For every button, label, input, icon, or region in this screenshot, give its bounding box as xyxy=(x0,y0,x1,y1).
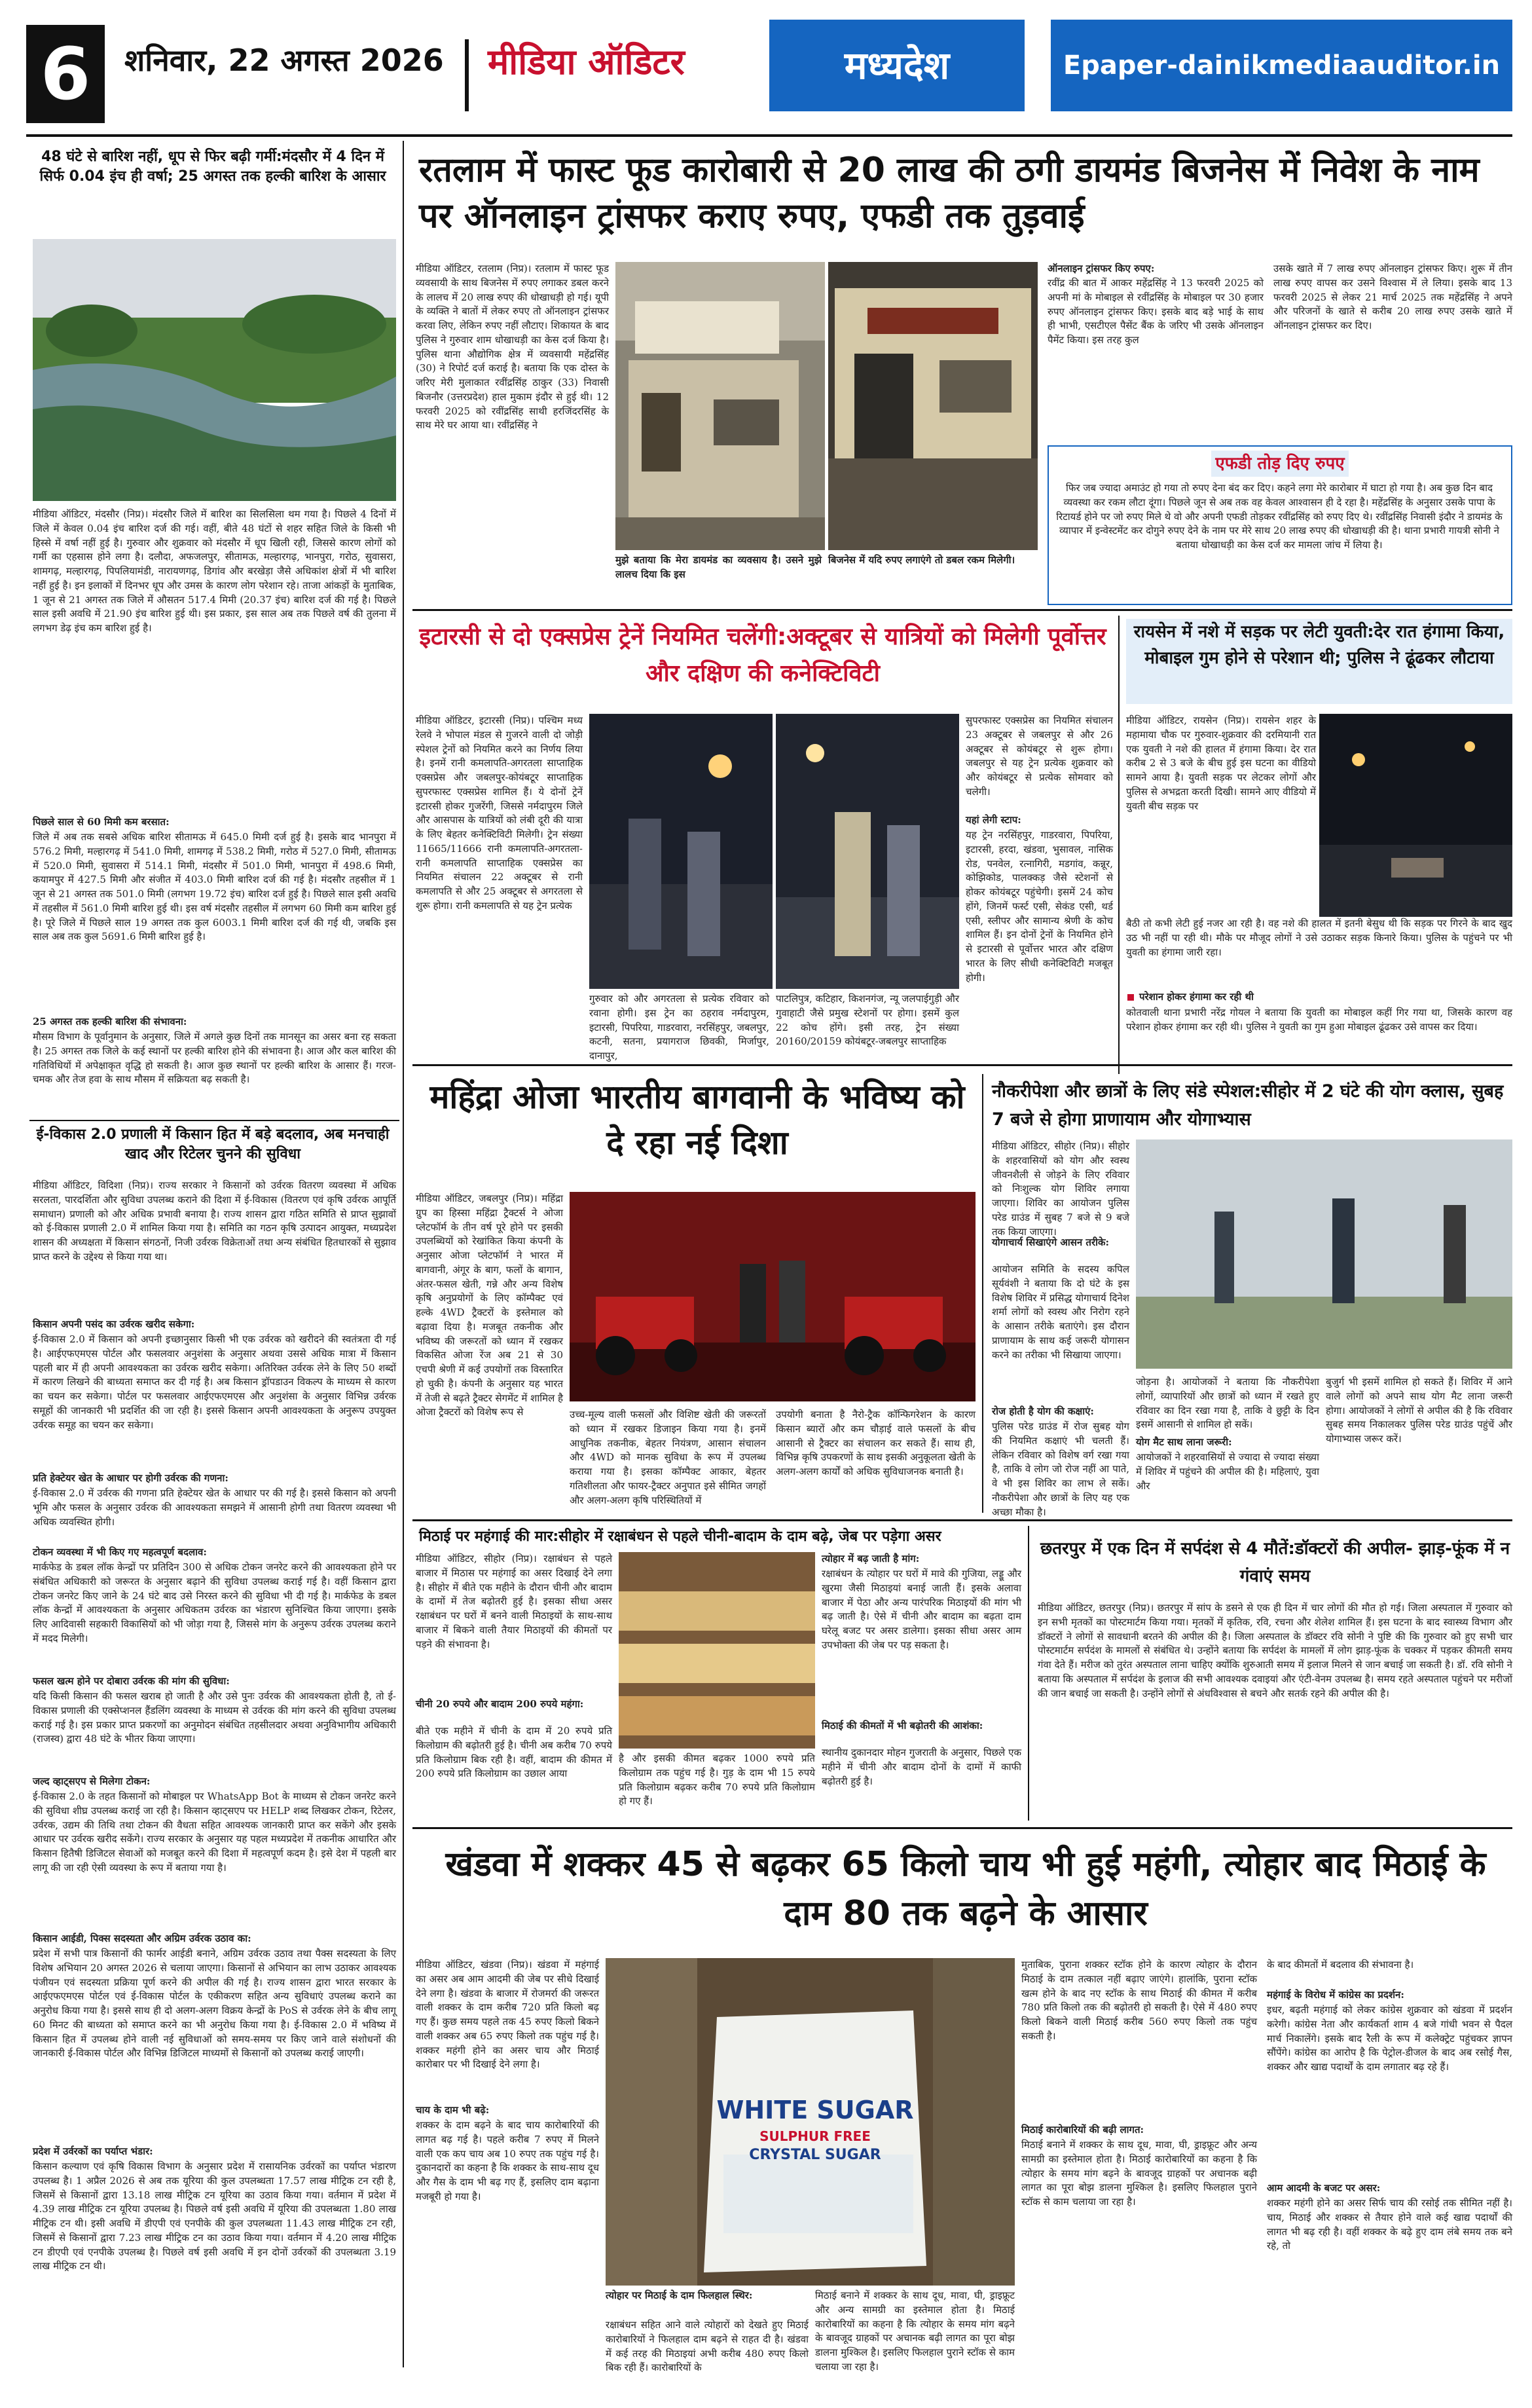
story-rule xyxy=(29,1120,399,1121)
yoga-photo xyxy=(1136,1139,1512,1369)
sweets-cap: है और इसकी कीमत बढ़कर 1000 रुपये प्रति किलोग्राम तक पहुंच गई है। गुड़ के दाम भी 15 रुपये प्रति किलोग्राम बढ़कर करीब 70 रुपये प्रति किलोग्राम हो गए हैं। xyxy=(619,1752,815,1807)
fd-box-text: फिर जब ज्यादा अमाउंट हो गया तो रुपए देना बंद कर दिए। कहने लगा मेरे कारोबार में घाटा हो गया है। अब कुछ दिन बाद व्यवस्था कर रकम लौटा दूंगा। पिछले जून से अब तक वह केवल आश्वासन ही दे रहा है। महेंद्रसिंह के अनुसार उसके पापा के रिटायर्ड होने पर जो रुपए मिले थे वो और अपनी एफडी तोड़कर रवींद्रसिंह को रुपए दिए थे। रवींद्रसिंह निवासी इंदौर ने डायमंड के व्यापार में इन्वेस्टमेंट कर दोगुने रुपए देने के नाम पर मेरे साथ 20 लाख रुपए की धोखाधड़ी की है। थाना प्रभारी गायत्री सोनी ने बताया धोखाधड़ी का केस दर्ज कर मामला जांच में लिया है। xyxy=(1056,482,1503,551)
yoga-col3: बुजुर्ग भी इसमें शामिल हो सकते हैं। शिविर में आने वाले लोगों को अपने साथ योग मैट लाना जरूरी होगा। आयोजकों ने लोगों से अपील की है कि रविवार सुबह समय निकालकर पुलिस परेड ग्राउंड पहुंचें और योगाभ्यास जरूर करें। xyxy=(1326,1376,1512,1445)
yoga-sub2: रोज होती है योग की कक्षाएं: xyxy=(992,1405,1094,1417)
mandsaur-sub2: 25 अगस्त तक हल्की बारिश की संभावना: xyxy=(33,1016,187,1028)
section-rule-3 xyxy=(412,1519,1512,1521)
yoga-col2b: आयोजकों ने शहरवासियों से ज्यादा से ज्यादा संख्या में शिविर में पहुंचने की अपील की है। महिलाएं, युवा और xyxy=(1136,1451,1319,1492)
sweets-col2: रक्षाबंधन के त्योहार पर घरों में मावे की गुजिया, लड्डू और खुरमा जैसी मिठाइयां बनाई जाती हैं। इसके अलावा बाजार में पेठा और अन्य पारंपरिक मिठाइयों की मांग भी बढ़ जाती है। ऐसे में चीनी और बादाम का बढ़ता दाम घरेलू बजट पर असर डालेगा। इसका सीधा असर आम उपभोक्ता की जेब पर पड़ सकता है। xyxy=(822,1568,1021,1651)
police-station-photo xyxy=(615,262,825,550)
fd-box-title: एफडी तोड़ दिए रुपए xyxy=(1211,451,1349,477)
itarsi-col3b: यह ट्रेन नरसिंहपुर, गाडरवारा, पिपरिया, इटारसी, हरदा, खंडवा, भुसावल, नासिक रोड, पनवेल, रत्नागिरी, मडगांव, कन्नूर, कोझिकोड, पालक्कड़ जैसे स्टेशनों से होकर कोयंबटूर पहुंचेगी। इसमें 24 कोच होंगे, जिनमें फर्स्ट एसी, सेकंड एसी, थर्ड एसी, स्लीपर और सामान्य श्रेणी के कोच शामिल हैं। इन दोनों ट्रेनों के नियमित होने से इटारसी से पूर्वोत्तर भारत और दक्षिण भारत के लिए सीधी कनेक्टिविटी मजबूत होगी। xyxy=(966,829,1113,984)
sweets-sub2: त्योहार में बढ़ जाती है मांग: xyxy=(822,1553,920,1565)
evikas-sub3: किसान अपनी पसंद का उर्वरक खरीद सकेगा: xyxy=(33,1318,195,1330)
raisen-col1b: बैठी तो कभी लेटी हुई नजर आ रही है। वह नशे की हालत में इतनी बेसुध थी कि सड़क पर गिरने के बाद खुद उठ भी नहीं पा रही थी। मौके पर मौजूद लोगों ने उसे उठाकर सड़क किनारे किया। पुलिस के पहुंचने पर भी युवती का हंगामा जारी रहा। xyxy=(1126,917,1512,958)
evikas-body5: ई-विकास 2.0 में किसान को अपनी इच्छानुसार किसी भी एक उर्वरक को खरीदने की स्वतंत्रता दी गई है। आईएफएमएस पोर्टल और फसलवार अनुशंसा के अनुसार अथवा उससे अधिक मात्रा में किसान पहली बार में ही अपनी आवश्यकता का उर्वरक खरीद सकेगा। अतिरिक्त उर्वरक लेने के लिए 50 शब्दों में कारण लिखने की बाध्यता समाप्त कर दी गई है। अब किसान ड्रॉपडाउन विकल्प के माध्यम से कारण का चयन कर सकेगा। पोर्टल पर फसलवार आईएफएमएस और अनुशंसा के अनुसार विभिन्न उर्वरक समूहों की जानकारी भी प्रदर्शित की जा रही है। इससे किसान अपनी आवश्यकता के अनुरूप उपयुक्त उर्वरक समूह का चयन कर सकेगा। xyxy=(33,1333,396,1431)
evikas-sub6: फसल खत्म होने पर दोबारा उर्वरक की मांग की सुविधा: xyxy=(33,1675,230,1687)
khandwa-col4c: शक्कर महंगी होने का असर सिर्फ चाय की रसोई तक सीमित नहीं है। चाय, मिठाई और शक्कर से तैयार होने वाले कई खाद्य पदार्थों की लागत भी बढ़ रही है। वहीं शक्कर के बढ़े हुए दाम लंबे समय तक बने रहे, तो xyxy=(1267,2197,1512,2252)
itarsi-cap2: पाटलिपुत्र, कटिहार, किशनगंज, न्यू जलपाईगुड़ी और गुवाहाटी जैसे प्रमुख स्टेशनों पर होगा। इसमें कुल 22 कोच होंगे। इसी तरह, ट्रेन संख्या 20160/20159 कोयंबटूर-जबलपुर साप्ताहिक xyxy=(776,993,959,1048)
mandsaur-body: मीडिया ऑडिटर, मंदसौर (निप्र)। मंदसौर जिले में बारिश का सिलसिला थम गया है। पिछले 4 दिनों में जिले में केवल 0.04 इंच बारिश दर्ज की गई। वहीं, बीते 48 घंटों से शहर सहित जिले के किसी भी हिस्से में वर्षा नहीं हुई है। गुरुवार और शुक्रवार को मंदसौर में धूप खिली रही, जिससे कारण लोगों को गर्मी का एहसास होने लगा है। दलौदा, अफजलपुर, सीतामऊ, मल्हारगढ़, भानपुरा, गरोठ, सुवासरा, शामगढ़, मल्हारगढ़, पिपलियामंडी, नारायणगढ़, डिगांव और बरखेड़ा जैसे अधिकांश क्षेत्रों में भी बारिश नहीं हुई है। इन इलाकों में दिनभर धूप और उमस के कारण लोग परेशान रहे। ताजा आंकड़ों के मुताबिक, 1 जून से 21 अगस्त तक जिले में औसतन 517.4 मिमी (20.37 इंच) बारिश दर्ज की गई है। पिछले साल इसी अवधि में 21.90 इंच बारिश हुई थी। इस प्रकार, इस साल अब तक पिछले वर्ष की तुलना में लगभग डेढ़ इंच कम बारिश हुई है। xyxy=(33,508,396,634)
evikas-sub8: किसान आईडी, पिक्स सदस्यता और अग्रिम उर्वरक उठाव का: xyxy=(33,1933,251,1944)
mahindra-headline: महिंद्रा ओजा भारतीय बागवानी के भविष्य को दे रहा नई दिशा xyxy=(429,1078,965,1162)
khandwa-sub3: महंगाई के विरोध में कांग्रेस का प्रदर्शन: xyxy=(1267,1989,1404,2001)
column-rule-3 xyxy=(982,1074,983,1513)
mandsaur-body3: मौसम विभाग के पूर्वानुमान के अनुसार, जिले में अगले कुछ दिनों तक मानसून का असर बना रह सकता है। 25 अगस्त तक जिले के कई स्थानों पर हल्की बारिश होने की संभावना है। आज और कल बारिश की गतिविधियों में अपेक्षाकृत वृद्धि हो सकती है। आज कुछ स्थानों पर हल्की बारिश के आसार हैं। गरज-चमक और तेज हवा के साथ मौसम में सक्रियता बढ़ सकती है। xyxy=(33,1031,396,1086)
raisen-sub: परेशान होकर हंगामा कर रही थी xyxy=(1139,991,1254,1003)
sugar-sack-sub: SULPHUR FREE xyxy=(759,2128,871,2144)
khandwa-col3b: मिठाई बनाने में शक्कर के साथ दूध, मावा, घी, ड्राइफ्रूट और अन्य सामग्री का इस्तेमाल होता है। मिठाई कारोबारियों का कहना है कि त्योहार के समय मांग बढ़ने के बावजूद ग्राहकों पर अचानक बढ़ी लागत का पूरा बोझ डालना मुश्किल है। इसलिए फिलहाल पुराने स्टॉक से काम चलाया जा रहा है। xyxy=(1021,2139,1257,2208)
section-label: मध्यदेश xyxy=(769,20,1025,111)
itarsi-cap1: गुरुवार को और अगरतला से प्रत्येक रविवार को रवाना होगी। इस ट्रेन का ठहराव नर्मदापुरम, इटारसी, पिपरिया, गाडरवारा, नरसिंहपुर, जबलपुर, कटनी, सतना, प्रयागराज छिवकी, मिर्जापुर, दानापुर, xyxy=(589,993,769,1062)
mandsaur-headline: 48 घंटे से बारिश नहीं, धूप से फिर बढ़ी गर्मी:मंदसौर में 4 दिन में सिर्फ 0.04 इंच ही वर्षा; 25 अगस्त तक हल्की बारिश के आसार xyxy=(39,149,386,185)
section-rule-2 xyxy=(412,1064,1512,1066)
khandwa-headline: खंडवा में शक्कर 45 से बढ़कर 65 किलो चाय भी हुई महंगी, त्योहार बाद मिठाई के दाम 80 तक बढ़ने के आसार xyxy=(445,1845,1486,1934)
yoga-sub3: योग मैट साथ लाना जरूरी: xyxy=(1136,1436,1232,1448)
chhatarpur-body: मीडिया ऑडिटर, छतरपुर (निप्र)। छतरपुर में सांप के डसने से एक ही दिन में चार लोगों की मौत हो गई। जिला अस्पताल में गुरुवार को इन सभी मृतकों का पोस्टमार्टम किया गया। मृतकों में कृतिक, रवि, रचना और शेलेश शामिल हैं। इस घटना के बाद स्वास्थ्य विभाग और डॉक्टरों ने लोगों से सावधानी बरतने की अपील की है। जिला अस्पताल के डॉक्टर रवि सोनी ने पुष्टि की कि गुरुवार को हुए सभी चार पोस्टमार्टम सर्पदंश के मामलों से संबंधित थे। उन्होंने बताया कि सर्पदंश के मामलों में लोग झाड़-फूंक के चक्कर में पड़कर कीमती समय गंवा देते हैं। मरीज को तुरंत अस्पताल लाना चाहिए क्योंकि शुरुआती समय में इलाज मिलने से जान बचाई जा सकती है। डॉ. रवि सोनी ने बताया कि अस्पताल में सर्पदंश के इलाज की सभी आवश्यक दवाइयां और एंटी-वेनम उपलब्ध है। समय रहते अस्पताल पहुंचने पर मरीजों की जान बचाई जा सकती है। उन्होंने लोगों से अंधविश्वास से बचने और सतर्क रहने की अपील की है। xyxy=(1038,1602,1512,1699)
khandwa-col4b: इधर, बढ़ती महंगाई को लेकर कांग्रेस शुक्रवार को खंडवा में प्रदर्शन करेगी। कांग्रेस नेता और कार्यकर्ता शाम 4 बजे गांधी भवन से पैदल मार्च निकालेंगे। इसके बाद रैली के रूप में कलेक्ट्रेट पहुंचकर ज्ञापन सौंपेंगे। कांग्रेस का आरोप है कि पेट्रोल-डीजल के बाद अब रसोई गैस, शक्कर और खाद्य पदार्थों के दाम लगातार बढ़ रहे हैं। xyxy=(1267,2004,1512,2073)
lead-col3-sub: ऑनलाइन ट्रांसफर किए रुपए: xyxy=(1048,263,1155,274)
sugar-sack-sub2: CRYSTAL SUGAR xyxy=(749,2147,881,2163)
khandwa-sub4: आम आदमी के बजट पर असर: xyxy=(1267,2182,1381,2194)
khandwa-cap: रक्षाबंधन सहित आने वाले त्योहारों को देखते हुए मिठाई कारोबारियों ने फिलहाल दाम बढ़ने से राहत दी है। खंडवा में कई तरह की मिठाइयां अभी करीब 480 रुपए किलो बिक रही हैं। कारोबारियों के xyxy=(606,2319,809,2374)
sweets-col1: मीडिया ऑडिटर, सीहोर (निप्र)। रक्षाबंधन से पहले बाजार में मिठास पर महंगाई का असर दिखाई देने लगा है। सीहोर में बीते एक महीने के दौरान चीनी और बादाम के दामों में तेज बढ़ोतरी हुई है। इसका सीधा असर रक्षाबंधन पर घरों में बनने वाली मिठाइयों के साथ-साथ बाजार में बिकने वाली तैयार मिठाइयों की कीमतों पर पड़ने की संभावना है। xyxy=(416,1553,612,1650)
lead-headline: रतलाम में फास्ट फूड कारोबारी से 20 लाख की ठगी डायमंड बिजनेस में निवेश के नाम पर ऑनलाइन ट्रांसफर कराए रुपए, एफडी तक तुड़वाई xyxy=(419,151,1480,236)
yoga-col1b: आयोजन समिति के सदस्य कपिल सूर्यवंशी ने बताया कि दो घंटे के इस विशेष शिविर में प्रसिद्ध योगाचार्य दिनेश शर्मा लोगों को स्वस्थ और निरोग रहने के आसान तरीके बताएंगे। इस दौरान प्राणायाम के साथ कई जरूरी योगासन करने का तरीका भी सिखाया जाएगा। xyxy=(992,1263,1129,1361)
khandwa-sub1: चाय के दाम भी बढ़े: xyxy=(416,2104,490,2116)
mahindra-col1: मीडिया ऑडिटर, जबलपुर (निप्र)। महिंद्रा ग्रुप का हिस्सा महिंद्रा ट्रैक्टर्स ने ओजा प्लेटफॉर्म के तीन वर्ष पूरे होने पर इसकी उपलब्धियों को रेखांकित किया कंपनी के अनुसार ओजा प्लेटफॉर्म ने भारत में बागवानी, अंगूर के बाग, फलों के बागान, अंतर-फसल खेती, गन्ने और अन्य विशेष कृषि अनुप्रयोगों के लिए कॉम्पैक्ट एवं हल्के 4WD ट्रैक्टरों के इस्तेमाल को बढ़ावा दिया है। मजबूत तकनीक और भविष्य की जरूरतों को ध्यान में रखकर विकसित ओजा रेंज अब 21 से 30 एचपी श्रेणी में कई उपयोगों तक विस्तारित हो चुकी है। कंपनी के अनुसार यह भारत में तेजी से बढ़ते ट्रैक्टर सेगमेंट में शामिल है ओजा ट्रैक्टरों को विशेष रूप से xyxy=(416,1193,563,1418)
chhatarpur-headline: छतरपुर में एक दिन में सर्पदंश से 4 मौतें:डॉक्टरों की अपील- झाड़-फूंक में न गंवाएं समय xyxy=(1040,1539,1510,1586)
train-photo-2 xyxy=(776,714,959,989)
evikas-body11: किसान कल्याण एवं कृषि विकास विभाग के अनुसार प्रदेश में रासायनिक उर्वरकों का पर्याप्त भंडारण उपलब्ध है। 1 अप्रैल 2026 से अब तक यूरिया की कुल उपलब्धता 17.57 लाख मीट्रिक टन रही है, जिसमें से किसानों द्वारा 13.18 लाख मीट्रिक टन यूरिया का उठाव किया गया। वर्तमान में प्रदेश में 4.39 लाख मीट्रिक टन यूरिया उपलब्ध है। पिछले वर्ष इसी अवधि में यूरिया की उपलब्धता 1.80 लाख मीट्रिक टन थी। इसी अवधि में डीएपी एवं एनपीके की कुल उपलब्धता 11.43 लाख मीट्रिक टन रही, जिसमें से किसानों द्वारा 7.23 लाख मीट्रिक टन का उठाव किया गया। वर्तमान में 4.20 लाख मीट्रिक टन डीएपी एवं एनपीके उपलब्ध है। पिछले वर्ष इसी अवधि में इन दोनों उर्वरकों की उपलब्धता 3.19 लाख मीट्रिक टन थी। xyxy=(33,2160,396,2272)
khandwa-cap-sub: त्योहार पर मिठाई के दाम फिलहाल स्थिर: xyxy=(606,2289,753,2301)
evikas-body7: मार्कफेड के डबल लॉक केन्द्रों पर प्रतिदिन 300 से अधिक टोकन जनरेट करने की आवश्यकता होने पर संबंधित अधिकारी को जरूरत के अनुसार बढ़ाने की सुविधा उपलब्ध कराई गई है। वहीं किसान द्वारा टोकन जनरेट किए जाने के 24 घंटे बाद उसे निरस्त करने की सुविधा भी दी गई है। मार्कफेड के डबल लॉक केन्द्रों में आवश्यकता के अनुसार अधिकतम उर्वरक का भंडारण सुनिश्चित किया जाएगा। इसके लिए आदिवासी सहकारी विकासियों को भी जोड़ा गया है, जिससे मांग के अनुरूप उर्वरक उपलब्ध कराने में मदद मिलेगी। xyxy=(33,1561,396,1644)
raisen-headline: रायसेन में नशे में सड़क पर लेटी युवती:देर रात हंगामा किया, मोबाइल गुम होने से परेशान थी; पुलिस ने ढूंढकर लौटाया xyxy=(1126,619,1512,704)
column-rule xyxy=(403,141,404,2367)
column-rule-4 xyxy=(1028,1526,1029,1821)
page-number: 6 xyxy=(26,25,105,123)
mahindra-col3: उपयोगी बनाता है नैरो-ट्रैक कॉन्फिगरेशन के कारण किसान ब्यारों और कम चौड़ाई वाले फसलों के बीच आसानी से ट्रैक्टर का संचालन कर सकते हैं। साथ ही, विभिन्न कृषि उपकरणों के साथ इसकी अनुकूलता खेती के अलग-अलग कार्यों को अधिक सुविधाजनक बनाती है। xyxy=(776,1409,976,1477)
bullet-icon xyxy=(1127,994,1134,1001)
evikas-sub7: जल्द व्हाट्सएप से मिलेगा टोकन: xyxy=(33,1775,151,1787)
brand-name: मीडिया ऑडिटर xyxy=(488,41,685,83)
train-photo-1 xyxy=(589,714,773,989)
sugar-sack-label: WHITE SUGAR xyxy=(716,2096,914,2124)
section-rule xyxy=(412,609,1512,611)
section-rule-4 xyxy=(412,1827,1512,1829)
mandsaur-sub1: पिछले साल से 60 मिमी कम बरसात: xyxy=(33,816,170,828)
evikas-body6: ई-विकास 2.0 में उर्वरक की गणना प्रति हेक्टेयर खेत के आधार पर की गई है। इससे किसान को अपनी भूमि और फसल के अनुसार उर्वरक की आवश्यकता समझने में आसानी होगी तथा वितरण व्यवस्था भी अधिक व्यवस्थित होगी। xyxy=(33,1487,396,1528)
khandwa-cap2: मिठाई बनाने में शक्कर के साथ दूध, मावा, घी, ड्राइफ्रूट और अन्य सामग्री का इस्तेमाल होता है। मिठाई कारोबारियों का कहना है कि त्योहार के समय मांग बढ़ने के बावजूद ग्राहकों पर अचानक बढ़ी लागत का पूरा बोझ डालना मुश्किल है। इसलिए फिलहाल पुराने स्टॉक से काम चलाया जा रहा है। xyxy=(815,2289,1015,2373)
masthead xyxy=(0,0,1532,134)
evikas-sub4: प्रति हेक्टेयर खेत के आधार पर होगी उर्वरक की गणना: xyxy=(33,1472,228,1484)
khandwa-col1: मीडिया ऑडिटर, खंडवा (निप्र)। खंडवा में महंगाई का असर अब आम आदमी की जेब पर सीधे दिखाई देने लगा है। खंडवा के बाजार में रोजमर्रा की जरूरत वाली शक्कर के दाम करीब 720 प्रति किलो बढ़ गए हैं। कुछ समय पहले तक 45 रुपए किलो बिकने वाली शक्कर अब 65 रुपए किलो तक पहुंच गई है। शक्कर महंगी होने का असर चाय और मिठाई कारोबार पर भी दिखाई देने लगा है। xyxy=(416,1959,599,2071)
yoga-headline: नौकरीपेशा और छात्रों के लिए संडे स्पेशल:सीहोर में 2 घंटे की योग क्लास, सुबह 7 बजे से होगा प्राणायाम और योगाभ्यास xyxy=(992,1081,1504,1130)
night-street-photo xyxy=(1319,714,1512,917)
sweets-col2b: स्थानीय दुकानदार मोहन गुजराती के अनुसार, पिछले एक महीने में चीनी और बादाम दोनों के दामों में काफी बढ़ोतरी हुई है। xyxy=(822,1747,1021,1787)
issue-date: शनिवार, 22 अगस्त 2026 xyxy=(124,43,444,78)
evikas-body: मीडिया ऑडिटर, विदिशा (निप्र)। राज्य सरकार ने किसानों को उर्वरक वितरण व्यवस्था में अधिक सरलता, पारदर्शिता और सुविधा उपलब्ध कराने की दिशा में ई-विकास (वितरण एवं कृषि उर्वरक आपूर्ति समाधान) प्रणाली को और अधिक प्रभावी बनाया है। राज्य शासन द्वारा गठित समिति से प्राप्त सुझावों को ई-विकास प्रणाली 2.0 में शामिल किया गया है। समिति का गठन कृषि उत्पादन आयुक्त, मध्यप्रदेश शासन की अध्यक्षता में किसान संगठनों, निजी उर्वरक विक्रेताओं तथा अन्य संबंधित हितधारकों से सुझाव प्राप्त करने के उद्देश्य से किया गया था। xyxy=(33,1179,396,1263)
yoga-col1c: पुलिस परेड ग्राउंड में रोज सुबह योग की नियमित कक्षाएं भी चलती हैं। लेकिन रविवार को विशेष वर्ग रखा गया है, ताकि वे लोग जो रोज नहीं आ पाते, वे भी इस शिविर का लाभ ले सकें। नौकरीपेशा और छात्रों के लिए यह एक अच्छा मौका है। xyxy=(992,1420,1129,1518)
sweets-sub3: मिठाई की कीमतों में भी बढ़ोतरी की आशंका: xyxy=(822,1720,983,1732)
sweets-col1b: बीते एक महीने में चीनी के दाम में 20 रुपये प्रति किलोग्राम की बढ़ोतरी हुई है। चीनी अब करीब 70 रुपये प्रति किलोग्राम बिक रही है। वहीं, बादाम की कीमत में 200 रुपये प्रति किलोग्राम का उछाल आया xyxy=(416,1725,612,1780)
lead-col3: रवींद्र की बात में आकर महेंद्रसिंह ने 13 फरवरी 2025 को अपनी मां के मोबाइल से रवींद्रसिंह के मोबाइल पर 30 हजार रुपए ऑनलाइन ट्रांसफर किए। इसके बाद बड़े भाई के साथ ही भाभी, एसटीएल पैसेंट बैंक के जरिए भी उसके ऑनलाइन पैमेंट किया। इस तरह कुल xyxy=(1048,277,1264,346)
mandsaur-body2: जिले में अब तक सबसे अधिक बारिश सीतामऊ में 645.0 मिमी दर्ज हुई है। इसके बाद भानपुरा में 576.2 मिमी, मल्हारगढ़ में 541.0 मिमी, शामगढ़ में 538.2 मिमी, गरोठ में 527.0 मिमी, सीतामऊ में 520.0 मिमी, सुवासरा में 514.1 मिमी, मंदसौर में 501.0 मिमी, भानपुरा में 498.6 मिमी, कयामपुर में 427.5 मिमी और संजीत में 403.0 मिमी बारिश दर्ज की गई है। मंदसौर तहसील में 1 जून से 21 अगस्त तक 501.0 मिमी (लगभग 19.72 इंच) बारिश दर्ज हुई है। पिछले साल इसी अवधि में तहसील में 561.0 मिमी बारिश हुई थी। इस वर्ष मंदसौर तहसील में लगभग 60 मिमी कम बारिश हुई है। पूरे जिले में पिछले साल 19 अगस्त तक कुल 6003.1 मिमी बारिश दर्ज की गई थी, जबकि इस साल अब तक कुल 5691.6 मिमी बारिश हुई है। xyxy=(33,831,396,943)
sweets-sub1: चीनी 20 रुपये और बादाम 200 रुपये महंगा: xyxy=(416,1698,584,1710)
column-rule-2 xyxy=(1118,616,1120,1074)
evikas-body10: प्रदेश में सभी पात्र किसानों की फार्मर आईडी बनाने, अग्रिम उर्वरक उठाव तथा पैक्स सदस्यता के लिए विशेष अभियान 20 अगस्त 2026 से चलाया जाएगा। किसानों से अभियान का लाभ उठाकर आवश्यक पंजीयन एवं सदस्यता प्रक्रिया पूर्ण करने की अपील की गई है। राज्य शासन द्वारा भारत सरकार के आईएफएमएस पोर्टल एवं ई-विकास पोर्टल के एकीकरण सहित अन्य सुविधाएं उपलब्ध कराने का अनुरोध किया गया है। इससे साथ ही दो अलग-अलग विक्रय केन्द्रों के PoS से उर्वरक लेने के बीच लागू 60 मिनट की बाध्यता को समाप्त करने का भी अनुरोध किया गया है। ई-विकास 2.0 में भविष्य में किसान हित में उपलब्ध होने वाली नई सुविधाओं को समय-समय पर किए जाने वाले संशोधनों की जानकारी ई-विकास पोर्टल और विभिन्न डिजिटल माध्यमों से किसानों को उपलब्ध कराई जाएगी। xyxy=(33,1948,396,2060)
river-photo xyxy=(33,239,396,501)
evikas-sub9: प्रदेश में उर्वरकों का पर्याप्त भंडार: xyxy=(33,2145,153,2157)
raisen-col1: मीडिया ऑडिटर, रायसेन (निप्र)। रायसेन शहर के महामाया चौक पर गुरुवार-शुक्रवार की दरमियानी रात एक युवती ने नशे की हालत में हंगामा किया। देर रात करीब 2 से 3 बजे के बीच हुई इस घटना का वीडियो सामने आया है। युवती सड़क पर लेटकर लोगों और पुलिस से अभद्रता करती दिखी। सामने आए वीडियो में युवती बीच सड़क पर xyxy=(1126,714,1316,812)
evikas-body9: ई-विकास 2.0 के तहत किसानों को मोबाइल पर WhatsApp Bot के माध्यम से टोकन जनरेट करने की सुविधा शीघ्र उपलब्ध कराई जा रही है। किसान व्हाट्सएप पर HELP शब्द लिखकर टोकन, रिटेलर, उर्वरक, उद्यम की तिथि तथा टोकन की वैधता सहित आवश्यक जानकारी प्राप्त कर सकेंगे और इसके आधार पर उर्वरक खरीद सकेंगे। राज्य सरकार के अनुसार यह पहल मध्यप्रदेश में तकनीक आधारित और किसान हितैषी डिजिटल सेवाओं को मजबूत करने की दिशा में महत्वपूर्ण कदम है। इसे देश में पहली बार लागू की जा रही ऐसी व्यवस्था के रूप में बताया गया है। xyxy=(33,1790,396,1874)
epaper-url[interactable]: Epaper-dainikmediaauditor.in xyxy=(1051,20,1512,111)
khandwa-sub2: मिठाई कारोबारियों की बढ़ी लागत: xyxy=(1021,2124,1144,2136)
mahindra-col2: उच्च-मूल्य वाली फसलों और विशिष्ट खेती की जरूरतों को ध्यान में रखकर डिजाइन किया गया है। इनमें आधुनिक तकनीक, बेहतर नियंत्रण, आसान संचालन और 4WD को मानक सुविधा के रूप में उपलब्ध कराया गया है। इसका कॉम्पैक्ट आकार, बेहतर गतिशीलता और फायर-ट्रैक्टर अनुपात इसे सीमित जगहों और अलग-अलग कृषि परिस्थितियों में xyxy=(570,1409,766,1506)
lead-caption2: बिजनेस में यदि रुपए लगाएंगे तो डबल रकम मिलेगी। xyxy=(828,554,1015,566)
khandwa-col1b: शक्कर के दाम बढ़ने के बाद चाय कारोबारियों की लागत बढ़ गई है। पहले करीब 7 रुपए में मिलने वाली एक कप चाय अब 10 रुपए तक पहुंच गई है। दुकानदारों का कहना है कि शक्कर के साथ-साथ दूध और गैस के दाम भी बढ़ गए हैं, इसलिए दाम बढ़ाना मजबूरी हो गया है। xyxy=(416,2119,599,2202)
itarsi-col3-sub: यहां लेगी स्टाप: xyxy=(966,814,1021,826)
sweets-photo xyxy=(619,1552,815,1749)
evikas-body8: यदि किसी किसान की फसल खराब हो जाती है और उसे पुनः उर्वरक की आवश्यकता होती है, तो ई-विकास प्रणाली की एक्सेप्शनल हैंडलिंग व्यवस्था के माध्यम से उर्वरक की मांग करने की सुविधा उपलब्ध कराई गई है। इस प्रकार प्राप्त प्रकरणों का अनुमोदन संबंधित तहसीलदार अथवा अनुविभागीय अधिकारी (राजस्व) द्वारा 48 घंटे के भीतर किया जाएगा। xyxy=(33,1690,396,1745)
lead-col1: मीडिया ऑडिटर, रतलाम (निप्र)। रतलाम में फास्ट फूड व्यवसायी के साथ बिजनेस में रुपए लगाकर डबल करने के लालच में 20 लाख रुपए की धोखाधड़ी हो गई। यूपी के व्यक्ति ने बातों में लेकर रुपए तो ऑनलाइन ट्रांसफर करवा लिए, लेकिन रुपए नहीं लौटाए। शिकायत के बाद पुलिस ने गुरुवार शाम धोखाधड़ी का केस दर्ज किया है। पुलिस थाना औद्योगिक क्षेत्र में व्यवसायी महेंद्रसिंह (30) ने रिपोर्ट दर्ज कराई है। बताया कि एक दोस्त के जरिए मेरी मुलाकात रवींद्रसिंह ठाकुर (33) निवासी बिजनौर (उत्तरप्रदेश) हाल मुकाम इंदौर से हुई थी। 12 फरवरी 2025 को रवींद्रसिंह साथी हरजिंदरसिंह के साथ मेरे घर आया था। रवींद्रसिंह ने xyxy=(416,263,609,432)
police-building-photo xyxy=(828,262,1038,550)
itarsi-headline: इटारसी से दो एक्सप्रेस ट्रेनें नियमित चलेंगी:अक्टूबर से यात्रियों को मिलेगी पूर्वोत्तर और दक्षिण की कनेक्टिविटी xyxy=(419,623,1106,687)
khandwa-col4: के बाद कीमतों में बदलाव की संभावना है। xyxy=(1267,1959,1414,1971)
itarsi-col3: सुपरफास्ट एक्सप्रेस का नियमित संचालन 23 अक्टूबर से जबलपुर से और 26 अक्टूबर से कोयंबटूर से शुरू होगा। जबलपुर से यह ट्रेन प्रत्येक शुक्रवार को और कोयंबटूर से प्रत्येक सोमवार को चलेगी। xyxy=(966,714,1113,798)
lead-caption1: मुझे बताया कि मेरा डायमंड का व्यवसाय है। उसने मुझे लालच दिया कि इस xyxy=(615,554,822,580)
tractor-photo xyxy=(570,1192,976,1401)
header-divider xyxy=(465,39,469,111)
itarsi-col1: मीडिया ऑडिटर, इटारसी (निप्र)। पश्चिम मध्य रेलवे ने भोपाल मंडल से गुजरने वाली दो जोड़ी स्पेशल ट्रेनों को नियमित करने का निर्णय लिया है। इनमें रानी कमलापति-अगरतला साप्ताहिक एक्सप्रेस और जबलपुर-कोयंबटूर साप्ताहिक सुपरफास्ट एक्सप्रेस शामिल हैं। ये दोनों ट्रेनें इटारसी होकर गुजरेंगी, जिससे नर्मदापुरम जिले और आसपास के यात्रियों को लंबी दूरी की यात्रा के लिए बेहतर कनेक्टिविटी मिलेगी। ट्रेन संख्या 11665/11666 रानी कमलापति-अगरतला-रानी कमलापति साप्ताहिक एक्सप्रेस का नियमित संचालन 22 अक्टूबर से रानी कमलापति से और 25 अक्टूबर से अगरतला से शुरू होगा। रानी कमलापति से यह ट्रेन प्रत्येक xyxy=(416,714,583,912)
sweets-headline: मिठाई पर महंगाई की मार:सीहोर में रक्षाबंधन से पहले चीनी-बादाम के दाम बढ़े, जेब पर पड़ेगा असर xyxy=(419,1528,941,1545)
yoga-sub1: योगाचार्य सिखाएंगे आसन तरीके: xyxy=(992,1236,1110,1248)
raisen-col1c: कोतवाली थाना प्रभारी नरेंद्र गोयल ने बताया कि युवती का मोबाइल कहीं गिर गया था, जिसके कारण वह परेशान होकर हंगामा कर रही थी। पुलिस ने युवती का गुम हुआ मोबाइल ढूंढकर उसे वापस कर दिया। xyxy=(1126,1007,1512,1033)
evikas-sub5: टोकन व्यवस्था में भी किए गए महत्वपूर्ण बदलाव: xyxy=(33,1546,207,1558)
lead-col4: उसके खाते में 7 लाख रुपए ऑनलाइन ट्रांसफर किए। शुरू में तीन लाख रुपए वापस कर उसने विश्वास में ले लिया। इसके बाद 13 फरवरी 2025 से लेकर 21 मार्च 2025 तक महेंद्रसिंह ने अपने और परिजनों के खाते से करीब 20 लाख रुपए उसके खाते में ऑनलाइन ट्रांसफर कर दिए। xyxy=(1273,263,1512,331)
header-rule xyxy=(26,134,1512,137)
yoga-col1: मीडिया ऑडिटर, सीहोर (निप्र)। सीहोर के शहरवासियों को योग और स्वस्थ जीवनशैली से जोड़ने के लिए रविवार को निःशुल्क योग शिविर लगाया जाएगा। शिविर का आयोजन पुलिस परेड ग्राउंड में सुबह 7 बजे से 9 बजे तक किया जाएगा। xyxy=(992,1140,1129,1238)
yoga-col2: जोड़ना है। आयोजकों ने बताया कि नौकरीपेशा लोगों, व्यापारियों और छात्रों को ध्यान में रखते हुए रविवार का दिन रखा गया है, ताकि वे छुट्टी के दिन इसमें आसानी से शामिल हो सकें। xyxy=(1136,1376,1319,1431)
khandwa-col3: मुताबिक, पुराना शक्कर स्टॉक होने के कारण त्योहार के दौरान मिठाई के दाम तत्काल नहीं बढ़ाए जाएंगे। हालांकि, पुराना स्टॉक खत्म होने के बाद नए स्टॉक के साथ मिठाई की कीमत में करीब 780 प्रति किलो तक की बढ़ोतरी हो सकती है। ऐसे में 480 रुपए किलो बिकने वाली मिठाई करीब 560 रुपए किलो तक पहुंच सकती है। xyxy=(1021,1959,1257,2042)
evikas-headline: ई-विकास 2.0 प्रणाली में किसान हित में बड़े बदलाव, अब मनचाही खाद और रिटेलर चुनने की सुविधा xyxy=(36,1126,390,1162)
